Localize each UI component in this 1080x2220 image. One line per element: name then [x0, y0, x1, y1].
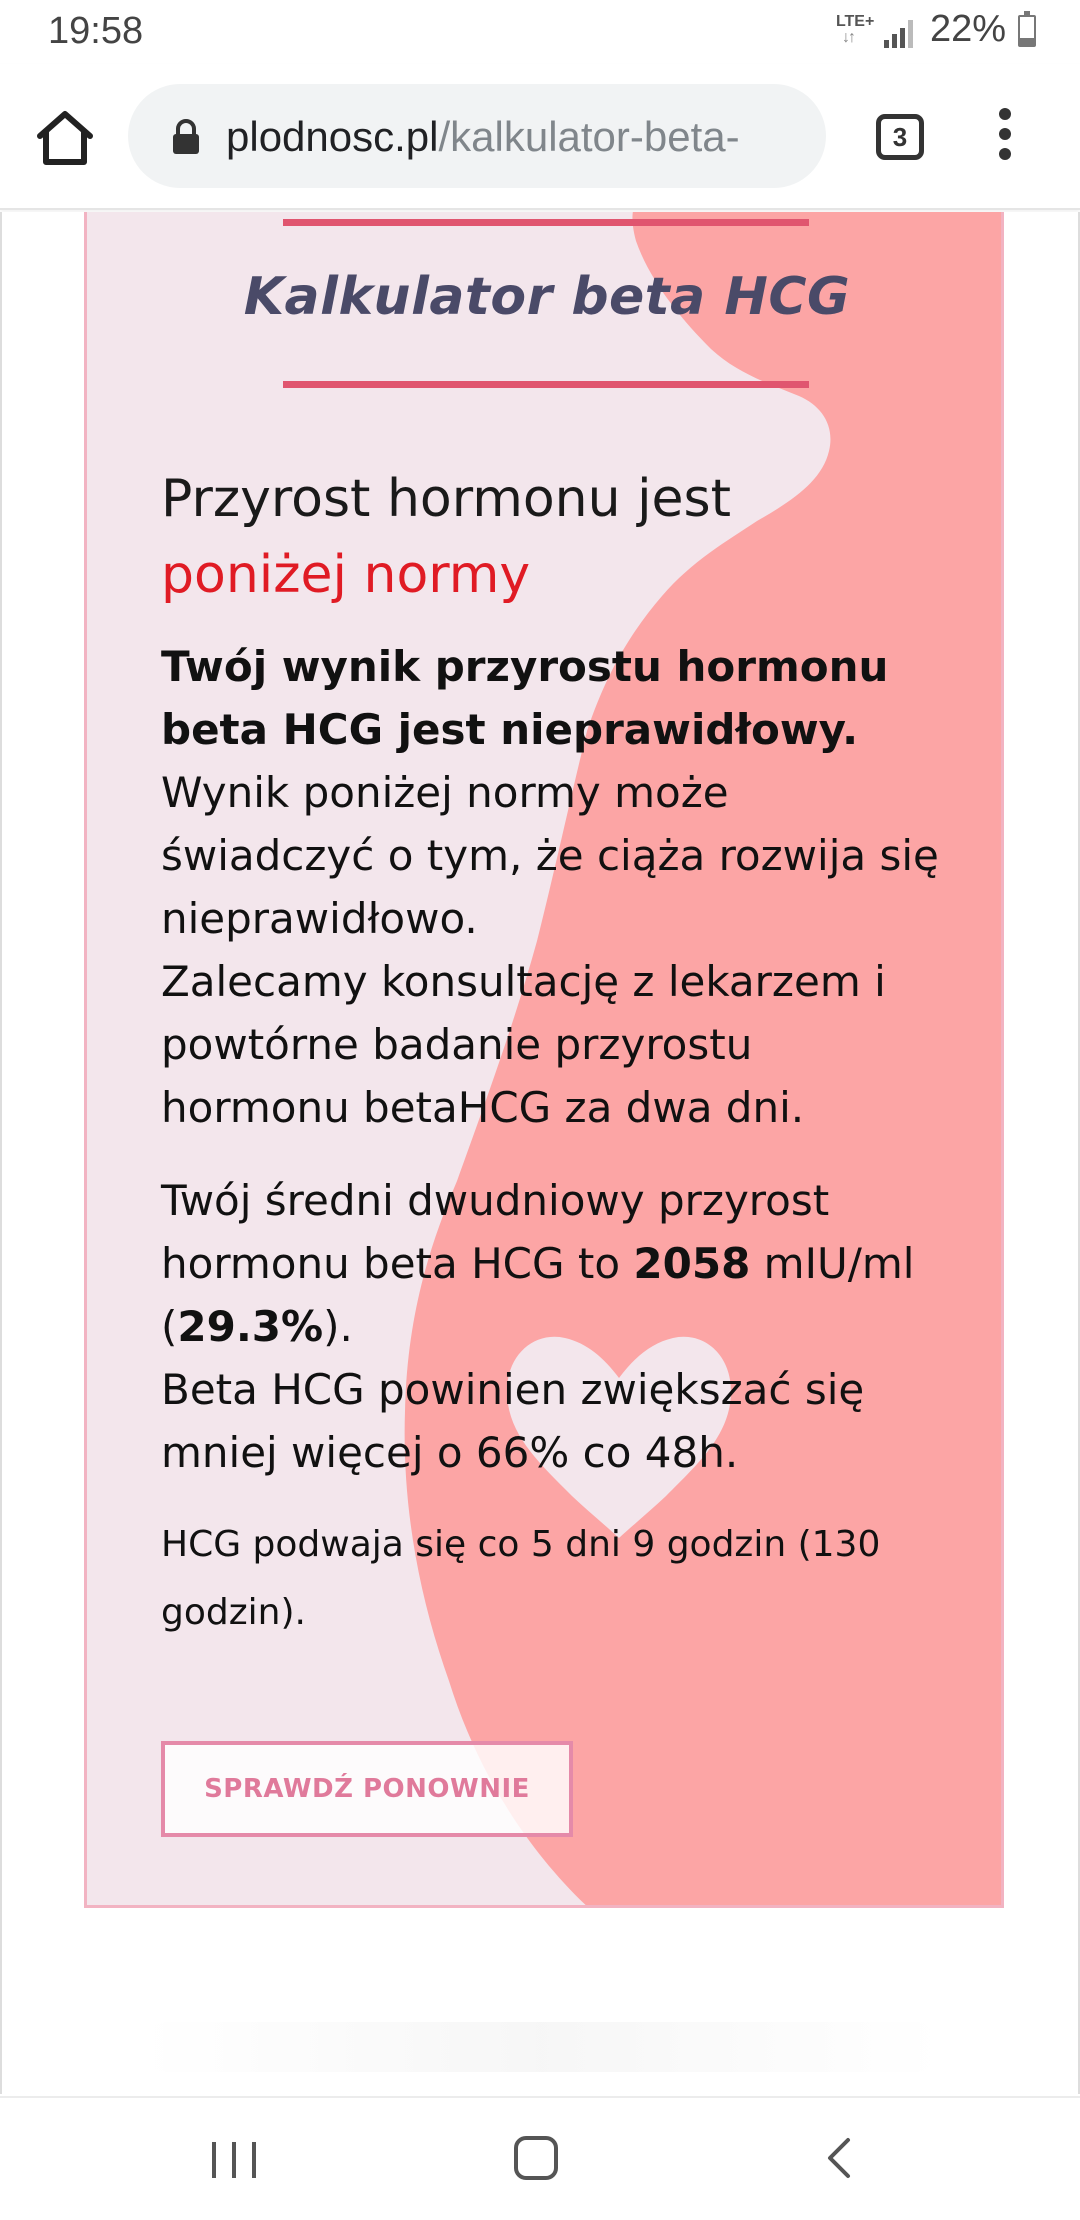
- network-type-label: LTE+: [835, 12, 875, 30]
- home-icon[interactable]: [34, 108, 96, 168]
- norm-text: Beta HCG powinien zwiększać się mniej więcej o 66% co 48h.: [161, 1365, 865, 1477]
- title-top-divider: [283, 219, 809, 226]
- home-nav-icon[interactable]: [514, 2136, 558, 2180]
- status-bar: [0, 0, 1080, 64]
- network-activity-arrows: ↓↑: [841, 28, 854, 46]
- status-indicators: [836, 8, 1036, 51]
- result-text-2: Zalecamy konsultację z lekarzem i powtórne badanie przyrostu hormonu betaHCG za dwa dni.: [161, 957, 886, 1132]
- tabs-icon[interactable]: 3: [876, 114, 924, 160]
- avg-percent: 29.3%: [177, 1302, 324, 1351]
- signal-strength-icon: [884, 18, 918, 48]
- status-prefix: Przyrost hormonu jest: [161, 469, 732, 529]
- recents-icon[interactable]: [212, 2142, 256, 2178]
- back-icon[interactable]: [820, 2134, 860, 2182]
- avg-unit: mIU/ml (: [161, 1239, 915, 1351]
- url-domain: plodnosc.pl: [226, 113, 439, 160]
- faded-content-placeholder: [142, 2022, 942, 2072]
- lock-icon[interactable]: [170, 118, 202, 156]
- doubling-time-text: HCG podwaja się co 5 dni 9 godzin (130 godzin).: [161, 1524, 881, 1633]
- avg-suffix: ).: [323, 1302, 353, 1351]
- check-again-button[interactable]: SPRAWDŹ PONOWNIE: [161, 1741, 573, 1837]
- web-page: [0, 212, 1080, 2094]
- url-path: /kalkulator-beta-: [438, 113, 740, 160]
- battery-percent: 22%: [929, 8, 1006, 50]
- result-status-heading: [161, 461, 941, 613]
- url-text[interactable]: [226, 110, 816, 164]
- status-time: 19:58: [48, 10, 144, 52]
- calculator-title: Kalkulator beta HCG: [243, 267, 851, 327]
- battery-icon: [1018, 15, 1036, 47]
- network-type-icon: [835, 11, 875, 49]
- average-increase-info: [161, 1169, 961, 1484]
- browser-toolbar: [0, 64, 1080, 210]
- status-value: poniżej normy: [161, 545, 531, 605]
- more-vert-icon[interactable]: [990, 108, 1020, 168]
- battery-level-fill: [1020, 38, 1034, 44]
- title-bottom-divider: [283, 381, 809, 388]
- avg-prefix: Twój średni dwudniowy przyrost hormonu beta HCG to: [161, 1176, 830, 1288]
- address-bar[interactable]: [128, 84, 826, 188]
- calculator-result-card: [84, 212, 1004, 1908]
- result-text-1: Wynik poniżej normy może świadczyć o tym, że ciąża rozwija się nieprawidłowo.: [161, 768, 939, 943]
- average-increase-sentence: [161, 1169, 961, 1358]
- system-navigation-bar: [0, 2096, 1080, 2220]
- result-bold-text: Twój wynik przyrostu hormonu beta HCG jest nieprawidłowy.: [161, 642, 889, 754]
- avg-value: 2058: [633, 1239, 751, 1288]
- result-description: [161, 635, 951, 1139]
